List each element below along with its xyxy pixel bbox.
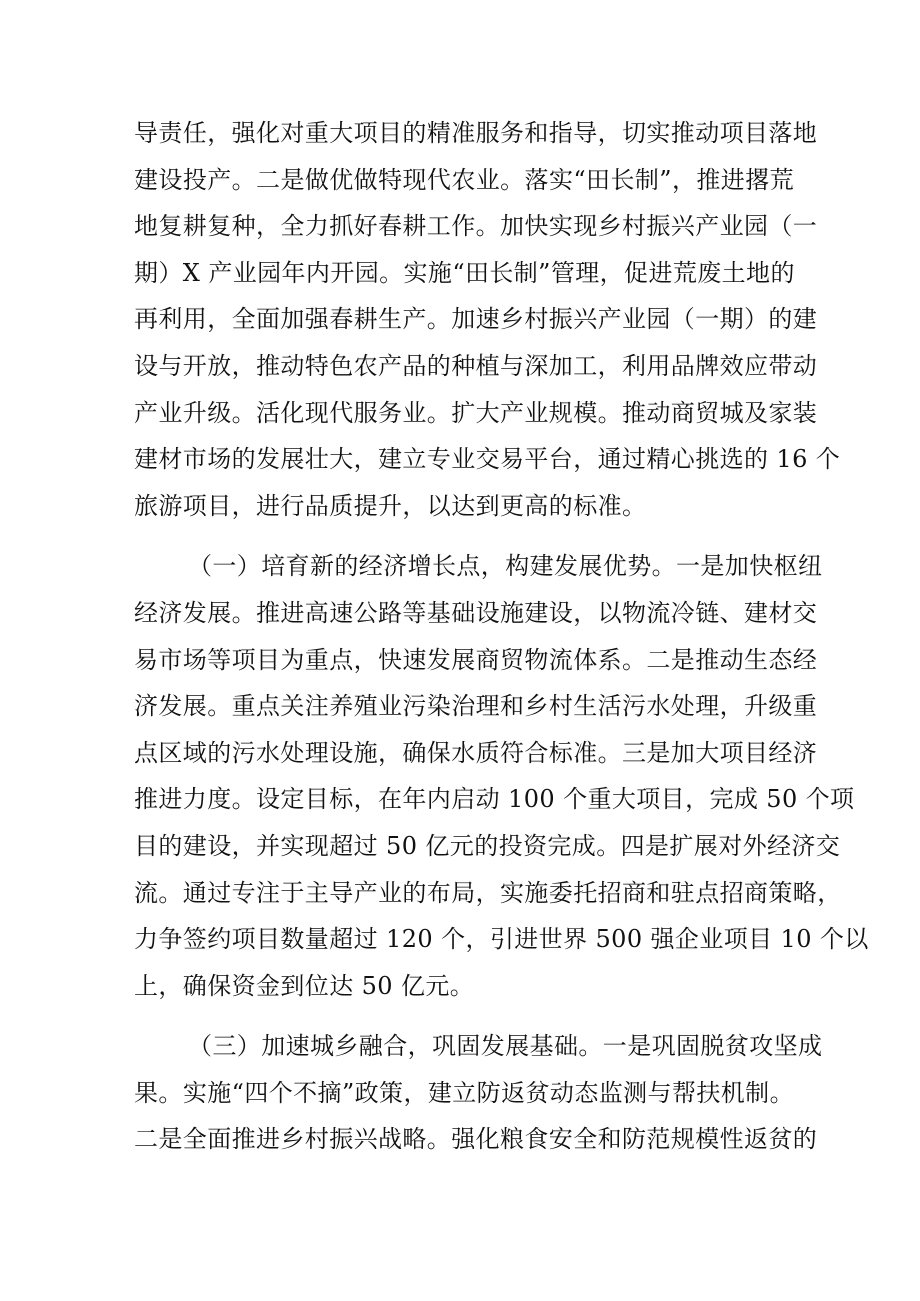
text-line: （一）培育新的经济增长点，构建发展优势。一是加快枢纽 xyxy=(188,552,823,581)
text-line: 产业升级。活化现代服务业。扩大产业规模。推动商贸城及家装 xyxy=(134,398,818,427)
text-line: 地复耕复种，全力抓好春耕工作。加快实现乡村振兴产业园（一 xyxy=(134,212,818,241)
text-line: 力争签约项目数量超过 120 个，引进世界 500 强企业项目 10 个以 xyxy=(134,925,869,954)
text-line: 推进力度。设定目标，在年内启动 100 个重大项目，完成 50 个项 xyxy=(134,785,855,814)
text-line: 济发展。重点关注养殖业污染治理和乡村生活污水处理，升级重 xyxy=(134,692,818,721)
text-line: 点区域的污水处理设施，确保水质符合标准。三是加大项目经济 xyxy=(134,738,818,767)
text-line: 流。通过专注于主导产业的布局，实施委托招商和驻点招商策略， xyxy=(134,878,842,907)
text-line: 旅游项目，进行品质提升，以达到更高的标准。 xyxy=(134,491,647,520)
paragraph-3 xyxy=(134,1023,823,1163)
text-line: 期）X 产业园年内开园。实施“田长制”管理，促进荒废土地的 xyxy=(134,258,795,287)
text-line: 上，确保资金到位达 50 亿元。 xyxy=(134,971,475,1000)
text-line: 经济发展。推进高速公路等基础设施建设，以物流冷链、建材交 xyxy=(134,598,818,627)
text-line: 易市场等项目为重点，快速发展商贸物流体系。二是推动生态经 xyxy=(134,645,818,674)
paragraph-2 xyxy=(134,543,869,1009)
text-line: 果。实施“四个不摘”政策，建立防返贫动态监测与帮扶机制。 xyxy=(134,1078,794,1107)
text-line: 目的建设，并实现超过 50 亿元的投资完成。四是扩展对外经济交 xyxy=(134,831,841,860)
text-line: （三）加速城乡融合，巩固发展基础。一是巩固脱贫攻坚成 xyxy=(188,1032,823,1061)
body-text xyxy=(134,110,869,1163)
paragraph-1 xyxy=(134,110,841,529)
text-line: 导责任，强化对重大项目的精准服务和指导，切实推动项目落地 xyxy=(134,119,818,147)
text-line: 建设投产。二是做优做特现代农业。落实“田长制”，推进撂荒 xyxy=(134,165,794,194)
text-line: 设与开放，推动特色农产品的种植与深加工，利用品牌效应带动 xyxy=(134,351,818,380)
text-line: 再利用，全面加强春耕生产。加速乡村振兴产业园（一期）的建 xyxy=(134,305,818,334)
text-line: 建材市场的发展壮大，建立专业交易平台，通过精心挑选的 16 个 xyxy=(134,445,841,474)
text-line: 二是全面推进乡村振兴战略。强化粮食安全和防范规模性返贫的 xyxy=(134,1125,818,1154)
